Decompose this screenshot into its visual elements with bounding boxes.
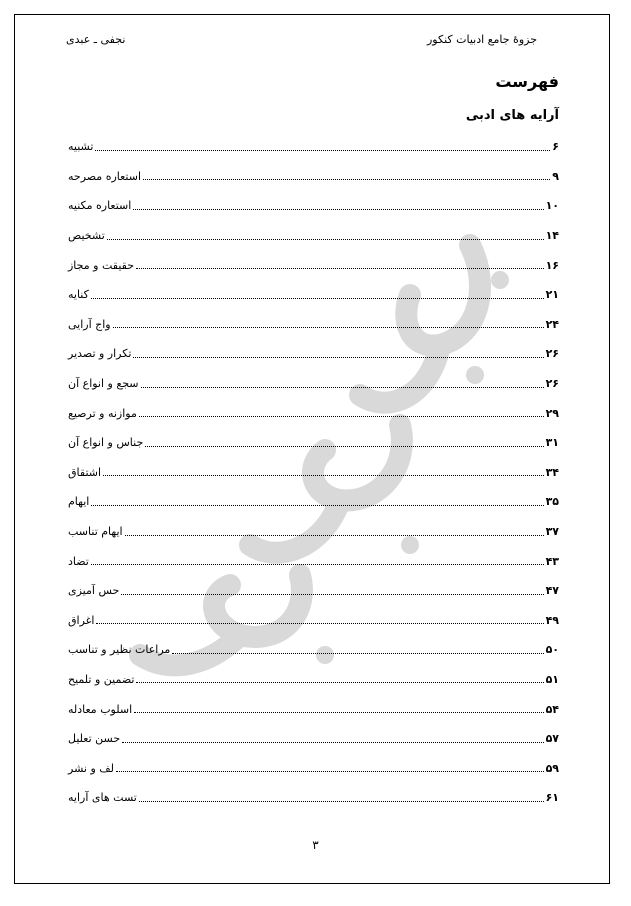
toc-entry[interactable] bbox=[66, 280, 559, 310]
toc-label: حس آمیزی bbox=[68, 584, 120, 598]
dot-leader bbox=[172, 652, 543, 654]
toc-label: استعاره مصرحه bbox=[68, 169, 142, 183]
toc-label: ایهام bbox=[68, 495, 90, 509]
toc-entry[interactable] bbox=[66, 398, 559, 428]
toc-label: سجع و انواع آن bbox=[68, 377, 139, 391]
dot-leader bbox=[91, 504, 543, 506]
dot-leader bbox=[125, 534, 544, 536]
toc-entry[interactable] bbox=[66, 191, 559, 221]
toc-label: تشخیص bbox=[68, 229, 105, 243]
toc-entry[interactable] bbox=[66, 606, 559, 636]
dot-leader bbox=[96, 622, 543, 624]
toc-label: واج آرایی bbox=[68, 317, 111, 331]
dot-leader bbox=[134, 711, 543, 713]
dot-leader bbox=[143, 178, 550, 180]
toc-label: ایهام تناسب bbox=[68, 525, 123, 539]
toc-page-number: ۶ bbox=[552, 140, 559, 154]
toc-entry[interactable] bbox=[66, 576, 559, 606]
dot-leader bbox=[95, 149, 550, 151]
toc-entry[interactable] bbox=[66, 665, 559, 695]
toc-page-number: ۹ bbox=[552, 169, 559, 183]
toc-page-number: ۳۵ bbox=[545, 495, 559, 509]
toc-page-number: ۳۱ bbox=[545, 436, 559, 450]
toc-label: استعاره مکنیه bbox=[68, 199, 132, 213]
page-title: فهرست bbox=[495, 72, 559, 91]
toc-entry[interactable] bbox=[66, 635, 559, 665]
toc-entry[interactable] bbox=[66, 753, 559, 783]
toc-entry[interactable] bbox=[66, 694, 559, 724]
toc-entry[interactable] bbox=[66, 339, 559, 369]
dot-leader bbox=[113, 326, 544, 328]
toc-page-number: ۲۶ bbox=[545, 347, 559, 361]
toc-page-number: ۲۹ bbox=[545, 406, 559, 420]
toc-page-number: ۵۹ bbox=[545, 761, 559, 775]
toc-label: اشتقاق bbox=[68, 465, 102, 479]
toc-label: موازنه و ترصیع bbox=[68, 406, 137, 420]
toc-entry[interactable] bbox=[66, 724, 559, 754]
dot-leader bbox=[122, 741, 543, 743]
toc-page-number: ۲۱ bbox=[545, 288, 559, 302]
dot-leader bbox=[141, 386, 544, 388]
toc-page-number: ۳۴ bbox=[545, 465, 559, 479]
toc-entry[interactable] bbox=[66, 132, 559, 162]
toc-label: تکرار و تصدیر bbox=[68, 347, 132, 361]
dot-leader bbox=[103, 474, 544, 476]
dot-leader bbox=[136, 267, 544, 269]
toc-label: تشبیه bbox=[68, 140, 94, 154]
toc-label: اغراق bbox=[68, 613, 95, 627]
dot-leader bbox=[139, 800, 544, 802]
dot-leader bbox=[91, 297, 544, 299]
toc-page-number: ۵۷ bbox=[545, 732, 559, 746]
toc-page-number: ۳۷ bbox=[545, 525, 559, 539]
toc-page-number: ۱۰ bbox=[545, 199, 559, 213]
dot-leader bbox=[139, 415, 544, 417]
dot-leader bbox=[145, 445, 543, 447]
dot-leader bbox=[121, 593, 543, 595]
toc-entry[interactable] bbox=[66, 310, 559, 340]
dot-leader bbox=[91, 563, 544, 565]
toc-page-number: ۵۱ bbox=[545, 672, 559, 686]
toc-label: حسن تعلیل bbox=[68, 732, 121, 746]
toc-entry[interactable] bbox=[66, 783, 559, 813]
section-title: آرایه های ادبی bbox=[465, 108, 559, 123]
dot-leader bbox=[136, 681, 543, 683]
toc-page-number: ۶۱ bbox=[545, 791, 559, 805]
toc-entry[interactable] bbox=[66, 428, 559, 458]
toc-label: اسلوب معادله bbox=[68, 702, 133, 716]
toc-label: حقیقت و مجاز bbox=[68, 258, 135, 272]
dot-leader bbox=[107, 238, 544, 240]
toc-page-number: ۲۴ bbox=[545, 317, 559, 331]
toc-label: لف و نشر bbox=[68, 761, 114, 775]
toc-page-number: ۴۷ bbox=[545, 584, 559, 598]
toc-page-number: ۲۶ bbox=[545, 377, 559, 391]
toc-entry[interactable] bbox=[66, 162, 559, 192]
toc-page-number: ۵۰ bbox=[545, 643, 559, 657]
toc-entry[interactable] bbox=[66, 369, 559, 399]
toc-label: تضمین و تلمیح bbox=[68, 672, 135, 686]
toc-page-number: ۴۳ bbox=[545, 554, 559, 568]
toc-page-number: ۱۴ bbox=[545, 229, 559, 243]
toc-entry[interactable] bbox=[66, 250, 559, 280]
toc-entry[interactable] bbox=[66, 458, 559, 488]
toc-label: تضاد bbox=[68, 554, 89, 568]
toc-page-number: ۴۹ bbox=[545, 613, 559, 627]
header-authors: نجفی ـ عبدی bbox=[66, 33, 126, 46]
page-number: ۳ bbox=[312, 838, 319, 852]
toc-label: مراعات نظیر و تناسب bbox=[68, 643, 171, 657]
toc-entry[interactable] bbox=[66, 546, 559, 576]
toc-entry[interactable] bbox=[66, 221, 559, 251]
dot-leader bbox=[133, 208, 543, 210]
toc-label: جناس و انواع آن bbox=[68, 436, 144, 450]
toc-page-number: ۵۴ bbox=[545, 702, 559, 716]
toc-label: کنایه bbox=[68, 288, 89, 302]
dot-leader bbox=[116, 770, 544, 772]
toc-page-number: ۱۶ bbox=[545, 258, 559, 272]
toc-label: تست های آرایه bbox=[68, 791, 137, 805]
toc-entry[interactable] bbox=[66, 487, 559, 517]
dot-leader bbox=[133, 356, 543, 358]
header-title: جزوۀ جامع ادبیات کنکور bbox=[427, 33, 537, 46]
toc-entry[interactable] bbox=[66, 517, 559, 547]
table-of-contents bbox=[66, 132, 559, 813]
